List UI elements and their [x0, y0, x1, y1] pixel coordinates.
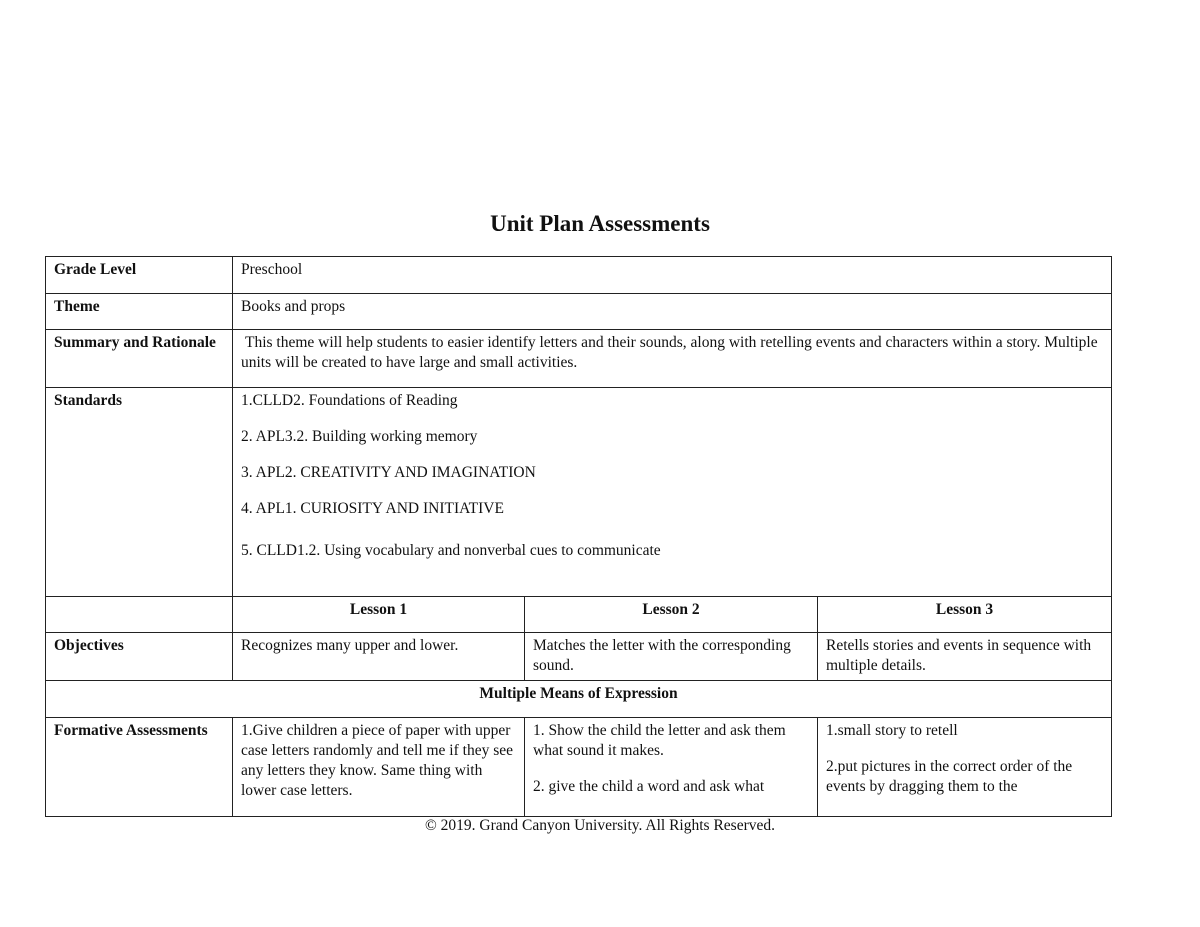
standard-item: 1.CLLD2. Foundations of Reading [241, 392, 458, 409]
standards-label: Standards [46, 388, 233, 597]
theme-row [46, 294, 1112, 330]
standard-item: 2. APL3.2. Building working memory [241, 428, 478, 445]
standards-list [233, 388, 1112, 597]
objectives-row [46, 633, 1112, 681]
formative-label: Formative Assessments [46, 718, 233, 817]
formative-lesson-1 [233, 718, 525, 817]
grade-level-label: Grade Level [46, 257, 233, 294]
standard-item: 3. APL2. CREATIVITY AND IMAGINATION [241, 464, 536, 481]
objective-lesson-3: Retells stories and events in sequence with multiple details. [818, 633, 1112, 681]
standard-item: 5. CLLD1.2. Using vocabulary and nonverbal cues to communicate [241, 542, 661, 559]
grade-level-value: Preschool [233, 257, 1112, 294]
section-heading: Multiple Means of Expression [46, 681, 1112, 718]
formative-item: 2. give the child a word and ask what [533, 778, 765, 795]
formative-row [46, 718, 1112, 817]
objectives-label: Objectives [46, 633, 233, 681]
formative-lesson-2 [525, 718, 818, 817]
standards-row [46, 388, 1112, 597]
lessons-header-row [46, 597, 1112, 633]
lesson-3-header: Lesson 3 [818, 597, 1112, 633]
lesson-2-header: Lesson 2 [525, 597, 818, 633]
objective-lesson-2: Matches the letter with the corresponding sound. [525, 633, 818, 681]
formative-item: 1. Show the child the letter and ask them what sound it makes. [533, 722, 786, 759]
document-title: Unit Plan Assessments [490, 211, 710, 236]
summary-row [46, 330, 1112, 388]
formative-item: 2.put pictures in the correct order of the events by dragging them to the [826, 758, 1073, 795]
objective-lesson-1: Recognizes many upper and lower. [233, 633, 525, 681]
formative-lesson-3 [818, 718, 1112, 817]
formative-item: 1.Give children a piece of paper with upper case letters randomly and tell me if they see any letters they know. Same thing with lower case letters. [241, 722, 514, 799]
section-heading-row [46, 681, 1112, 718]
grade-level-row [46, 257, 1112, 294]
summary-label: Summary and Rationale [46, 330, 233, 388]
theme-label: Theme [46, 294, 233, 330]
standard-item: 4. APL1. CURIOSITY AND INITIATIVE [241, 500, 504, 517]
unit-plan-table [45, 256, 1112, 817]
lesson-1-header: Lesson 1 [233, 597, 525, 633]
empty-header-cell [46, 597, 233, 633]
theme-value: Books and props [233, 294, 1112, 330]
formative-item: 1.small story to retell [826, 722, 958, 739]
summary-value: This theme will help students to easier identify letters and their sounds, along with retelling events and characters within a story. Multiple units will be created to have large and small activities. [233, 330, 1112, 388]
copyright-footer: © 2019. Grand Canyon University. All Rights Reserved. [424, 817, 775, 834]
